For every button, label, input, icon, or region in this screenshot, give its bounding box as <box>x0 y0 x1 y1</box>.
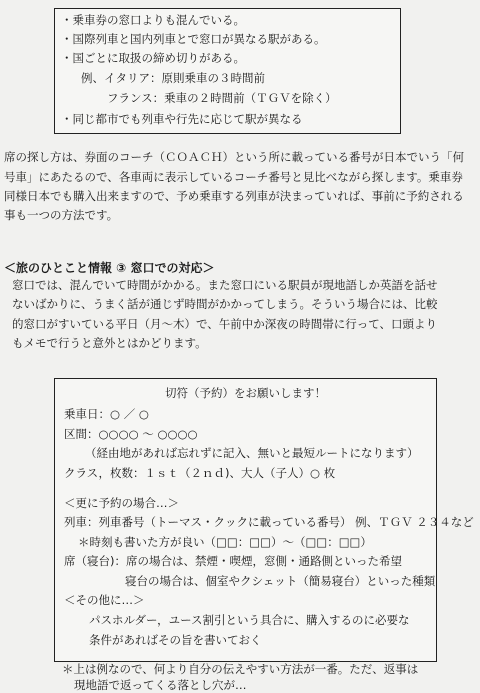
memo-time-line: ＊時刻も書いた方が良い（□□：□□）～（□□：□□） <box>78 535 372 549</box>
paragraph-line: ないばかりに、うまく話が通じず時間がかかってしまう。そういう場合には、比較 <box>12 297 438 311</box>
restriction-line: ・乗車券の窓口よりも混んでいる。 <box>61 13 245 27</box>
paragraph-line: 同様日本でも購入出来ますので、予め乗車する列車が決まっていれば、事前に予約される <box>4 189 464 203</box>
restrictions-box <box>54 8 401 134</box>
memo-class-line: クラス，枚数：１ｓｔ（２ｎｄ)、大人（子人）○ 枚 <box>64 466 336 480</box>
restriction-example-france: フランス：乗車の２時間前（ＴＧＶを除く） <box>107 91 337 105</box>
memo-other-heading: ＜その他に…＞ <box>64 593 145 607</box>
paragraph-line: 号車」にあたるので、各車両に表示しているコーチ番号と見比べながら探します。乗車券 <box>4 170 463 184</box>
paragraph-line: 的窓口がすいている平日（月～木）で、午前中か深夜の時間帯に行って、口頭より <box>12 317 438 331</box>
paragraph-line: 席の探し方は、券面のコーチ（ＣＯＡＣＨ）という所に載っている番号が日本でいう「何 <box>4 150 464 164</box>
footnote-line: 現地語で返ってくる落とし穴が… <box>74 678 247 692</box>
paragraph-line: 事も一つの方法です。 <box>4 208 119 222</box>
memo-berth-line: 寝台の場合は、個室やクシェット（簡易寝台）といった種類 <box>125 574 436 588</box>
restriction-line: ・国ごとに取扱の締め切りがある。 <box>61 51 245 65</box>
memo-condition-line: 条件があればその旨を書いておく <box>89 633 262 647</box>
restriction-line: ・国際列車と国内列車とで窓口が異なる駅がある。 <box>61 32 326 46</box>
memo-route-note: （経由地があれば忘れずに記入、無いと最短ルートになります） <box>85 446 419 460</box>
memo-date-line: 乗車日：○ ／ ○ <box>64 407 149 421</box>
memo-route-line: 区間：○○○○ ～ ○○○○ <box>64 427 198 441</box>
paragraph-line: もメモで行うと意外とはかどります。 <box>12 336 207 350</box>
restriction-example-italy: 例、イタリア：原則乗車の３時間前 <box>81 71 265 85</box>
ticket-request-memo <box>54 378 474 662</box>
section-heading: ＜旅のひとこと情報 ③ 窓口での対応＞ <box>4 261 215 275</box>
restriction-line: ・同じ都市でも列車や行先に応じて駅が異なる <box>61 112 303 126</box>
memo-title: 切符（予約）をお願いします！ <box>165 386 326 400</box>
paragraph-line: 窓口では、混んでいて時間がかかる。また窓口にいる駅員が現地語しか英語を話せ <box>12 278 438 292</box>
memo-seat-line: 席（寝台)：席の場合は、禁煙・喫煙，窓側・通路側といった希望 <box>64 554 402 568</box>
footnote-line: ＊上は例なので、何より自分の伝えやすい方法が一番。ただ、返事は <box>62 662 419 676</box>
memo-train-line: 列車：列車番号（トーマス・クックに載っている番号） 例、ＴＧＶ ２３４など <box>64 515 474 529</box>
memo-pass-line: パスホルダー，ユース割引という具合に、購入するのに必要な <box>89 613 410 627</box>
memo-reservation-heading: ＜更に予約の場合…＞ <box>64 496 179 510</box>
